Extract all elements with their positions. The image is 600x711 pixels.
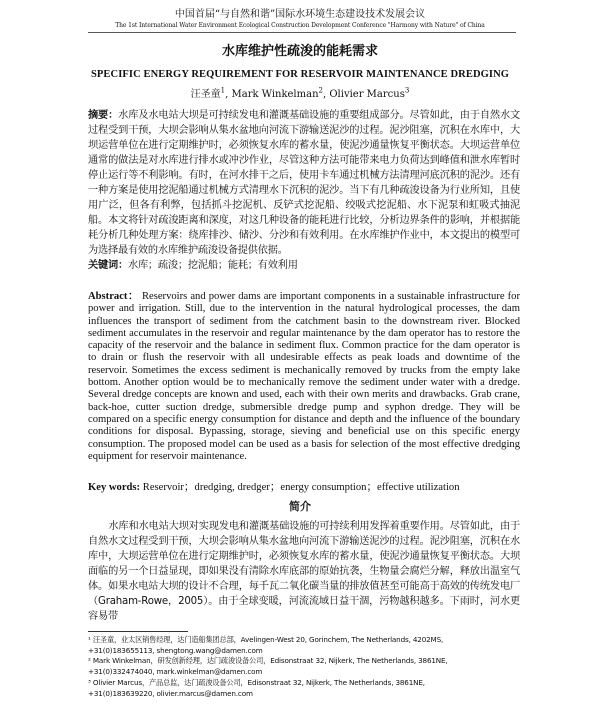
conference-title-zh: 中国首届“与自然和谐”国际水环境生态建设技术发展会议 (174, 9, 426, 20)
keywords-zh-text: 水库；疏浚；挖泥船；能耗；有效利用 (127, 260, 298, 271)
footnote-rule (88, 631, 188, 632)
conference-title-en: The 1st International Water Environment Ecological Construction Development Conference "Harmony with Nature" of China (115, 22, 485, 29)
author-2-name: , Mark Winkelman (225, 89, 319, 100)
intro-paragraph: 水库和水电站大坝对实现发电和灌溉基础设施的可持续利用发挥着重要作用。尽管如此，由于自然水文过程受到干预，大坝会影响从集水盆地向河流下游输送泥沙的过程。泥沙阻塞，沉积在水库中，大坝运营单位在进行定期维护时，必须恢复水库的蓄水量，使泥沙通量恢复平衡状态。大坝面临的另一个日益显现，即如果没有清除水库底部的原始抗袭，生物量会腐烂分解，释放出温室气体。如果水电站大坝的设计不合理，每千瓦二氧化碳当量的排放值甚至可能高于高效的传统发电厂（Graham-Rowe，2005）。由于全球变暖，河流流域日益干涸，污物越积越多。下雨时，河水更容易带 (88, 521, 520, 622)
paper-title-zh: 水库维护性疏浚的能耗需求 (221, 44, 378, 59)
abstract-en-text: Reservoirs and power dams are important components in a sustainable infrastructure for power and irrigation. Still, due to the intervention in the natural hydrological processes, the dam influences the transport of sediment from the catchment basin to the downstream river. Blocked sediment accumulates in the reservoir and regular maintenance by the dam operator has to restore the capacity of the reservoir and the balance in sediment flux. Common practice for the dam operator is to drain or flush the reservoir with all undesirable effects as peak loads and downtime of the reservoir. Sometimes the excess sediment is mechanically removed by trucks from the empty lake bottom. Another option would be to mechanically remove the sediment under water with a dredge. Several dredge concepts are known and used, each with their own merits and drawbacks. Grab crane, back-hoe, cutter suction dredge, submersible dredge pump and syphon dredge. They will be compared on a specific energy consumption for distance and depth and the influence of the boundary conditions for disposal. Bypassing, storage, sieving and beneficial use on this specific energy consumption. The proposed model can be used as a basis for selection of the most effective dredging equipment for reservoir maintenance. (88, 291, 520, 462)
abstract-zh-text: 水库及水电站大坝是可持续发电和灌溉基础设施的重要组成部分。尽管如此，由于自然水文过程受到干预，大坝会影响从集水盆地向河流下游输送泥沙的过程。泥沙阻塞，沉积在水库中，大坝运营单位在进行定期维护时，必须恢复水库的蓄水量，使泥沙通量恢复平衡状态。大坝运营单位通常的做法是对水库进行排水或冲沙作业，尽管这种方法可能带来电力负荷达到峰值和泄水库暂时停止运行等不利影响。有时，在河水排干之后，使用卡车通过机械方法清理河底沉积的泥沙。还有一种方案是使用挖泥船通过机械方式清理水下沉积的泥沙。当下有几种疏浚设备为行业所知，且使用广泛，但各有利弊，包括抓斗挖泥机、反铲式挖泥船、绞吸式挖泥船、水下泥泵和虹吸式抽泥船。本文将针对疏浚距离和深度，对这几种设备的能耗进行比较，分析边界条件的影响，并根据能耗分析几种处理方案：绕库排沙、储沙、分沙和有效利用。在水库维护作业中，本文提出的模型可为选择最有效的水库维护疏浚设备提供依据。 (88, 110, 521, 256)
footnote-2: ² Mark Winkelman，研发创新经理，达门疏浚设备公司，Edisonstraat 32, Nijkerk, The Netherlands, 3861NE, (88, 656, 448, 666)
abstract-en (88, 291, 520, 463)
intro-heading: 简介 (289, 500, 311, 513)
author-1-name: 汪圣童 (190, 89, 221, 100)
abstract-zh (88, 108, 520, 273)
paper-title-en: SPECIFIC ENERGY REQUIREMENT FOR RESERVOIR MAINTENANCE DREDGING (90, 69, 510, 80)
abstract-zh-label: 摘要： (88, 110, 119, 121)
footnote-2-contact: +31(0)332474040, mark.winkelman@damen.com (88, 667, 263, 677)
keywords-zh-label: 关键词： (88, 260, 128, 271)
author-3-name: , Olivier Marcus (323, 89, 405, 100)
author-2-mark: 2 (318, 86, 323, 95)
author-3-mark: 3 (404, 86, 410, 95)
abstract-en-label: Abstract： (88, 291, 139, 302)
header-rule (88, 32, 516, 33)
footnote-1-contact: +31(0)183655113, shengtong.wang@damen.com (88, 645, 263, 655)
footnote-3-contact: +31(0)183639220, olivier.marcus@damen.com (88, 688, 253, 698)
footnotes (88, 635, 528, 699)
keywords-en-label: Key words: (88, 482, 141, 493)
keywords-en (88, 481, 528, 494)
footnote-3: ³ Olivier Marcus，产品总监，达门疏浚设备公司，Edisonstraat 32, Nijkerk, The Netherlands, 3861NE, (88, 677, 425, 687)
author-list (0, 88, 600, 101)
author-1-mark: 1 (220, 86, 226, 95)
keywords-en-text: Reservoir；dredging, dredger；energy consumption；effective utilization (142, 482, 460, 493)
intro-section (88, 519, 520, 624)
footnote-1: ¹ 汪圣童，业太区销售经理，达门造船集团总部，Avelingen-West 20, Gorinchem, The Netherlands, 4202MS, (88, 635, 444, 644)
